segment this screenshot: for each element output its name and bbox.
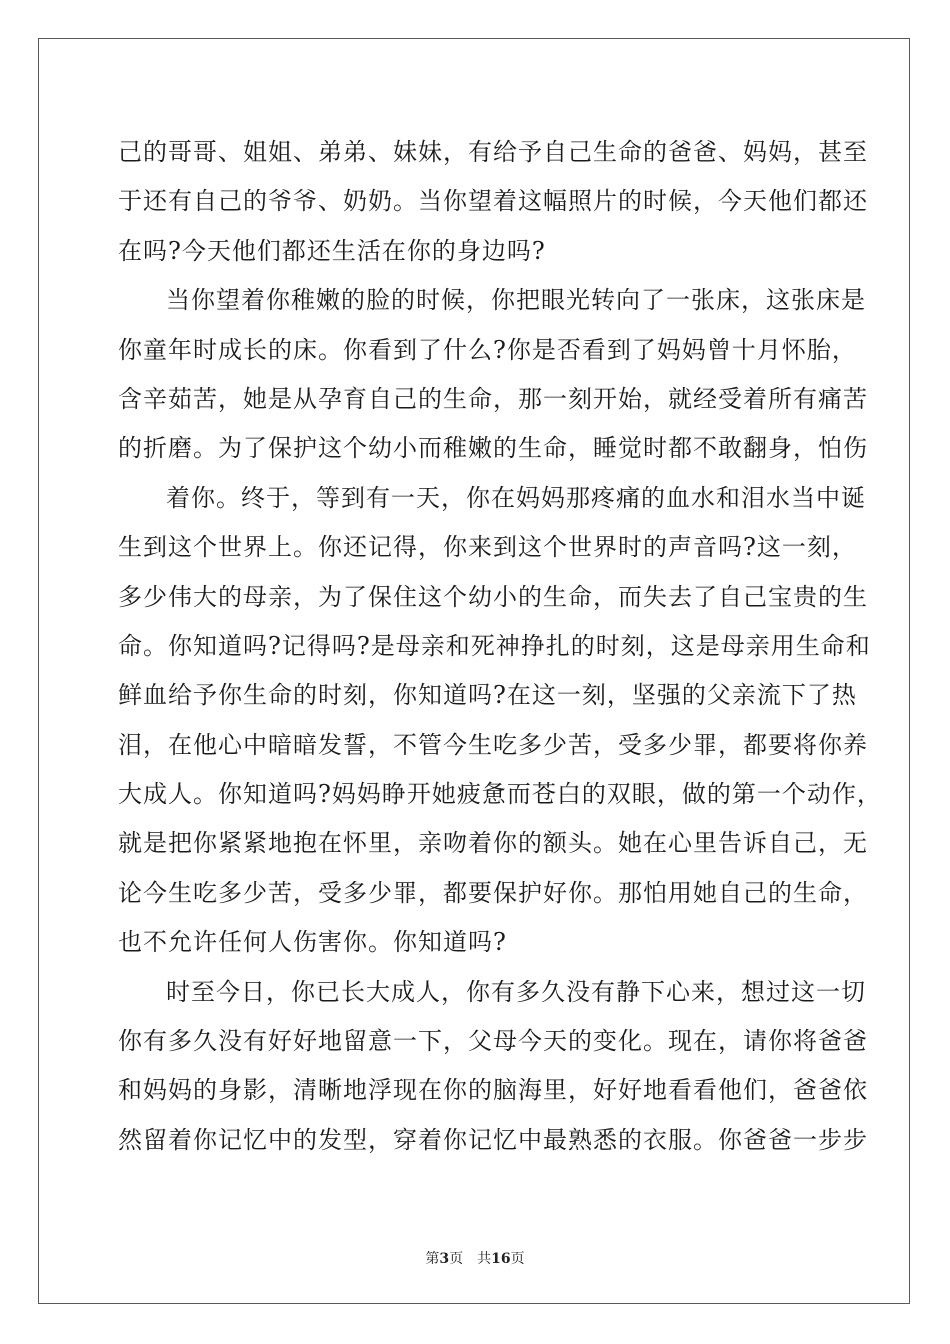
- total-pages: 16: [491, 1251, 511, 1267]
- page-suffix: 页: [449, 1251, 464, 1267]
- document-body: [118, 128, 882, 1165]
- page-current: 3: [439, 1251, 450, 1267]
- total-prefix: 共: [477, 1251, 492, 1267]
- text-line: 你有多久没有好好地留意一下，父母今天的变化。现在，请你将爸爸: [118, 1027, 868, 1056]
- text-line: 于还有自己的爷爷、奶奶。当你望着这幅照片的时候，今天他们都还: [118, 187, 868, 216]
- total-suffix: 页: [510, 1251, 525, 1267]
- text-line: 也不允许任何人伤害你。你知道吗?: [118, 928, 507, 957]
- text-line: 己的哥哥、姐姐、弟弟、妹妹，有给予自己生命的爸爸、妈妈，甚至: [118, 138, 868, 166]
- text-line: 鲜血给予你生命的时刻，你知道吗?在这一刻，坚强的父亲流下了热: [118, 681, 857, 710]
- text-line: 多少伟大的母亲，为了保住这个幼小的生命，而失去了自己宝贵的生: [118, 582, 868, 611]
- text-line: 命。你知道吗?记得吗?是母亲和死神挣扎的时刻，这是母亲用生命和: [118, 631, 871, 660]
- text-line: 然留着你记忆中的发型，穿着你记忆中最熟悉的衣服。你爸爸一步步: [118, 1125, 868, 1154]
- text-line: 大成人。你知道吗?妈妈睁开她疲惫而苍白的双眼，做的第一个动作，: [118, 780, 882, 809]
- text-line: 泪，在他心中暗暗发誓，不管今生吃多少苦，受多少罪，都要将你养: [118, 730, 868, 759]
- paragraph-first-line: 着你。终于，等到有一天，你在妈妈那疼痛的血水和泪水当中诞: [166, 483, 866, 512]
- text-line: 的折磨。为了保护这个幼小而稚嫩的生命，睡觉时都不敢翻身，怕伤: [118, 434, 868, 463]
- text-line: 你童年时成长的床。你看到了什么?你是否看到了妈妈曾十月怀胎，: [118, 335, 857, 364]
- text-line: 和妈妈的身影，清晰地浮现在你的脑海里，好好地看看他们，爸爸依: [118, 1076, 868, 1105]
- text-line: 生到这个世界上。你还记得，你来到这个世界时的声音吗?这一刻，: [118, 533, 857, 562]
- text-line: 论今生吃多少苦，受多少罪，都要保护好你。那怕用她自己的生命，: [118, 878, 868, 907]
- page-footer: [0, 1248, 950, 1268]
- paragraph-first-line: 当你望着你稚嫩的脸的时候，你把眼光转向了一张床，这张床是: [166, 286, 866, 315]
- paragraph-first-line: 时至今日，你已长大成人，你有多久没有静下心来，想过这一切: [166, 977, 866, 1006]
- text-line: 含辛茹苦，她是从孕育自己的生命，那一刻开始，就经受着所有痛苦: [118, 384, 868, 413]
- page-prefix: 第: [425, 1251, 440, 1267]
- text-line: 就是把你紧紧地抱在怀里，亲吻着你的额头。她在心里告诉自己，无: [118, 829, 868, 858]
- text-line: 在吗?今天他们都还生活在你的身边吗?: [118, 236, 546, 265]
